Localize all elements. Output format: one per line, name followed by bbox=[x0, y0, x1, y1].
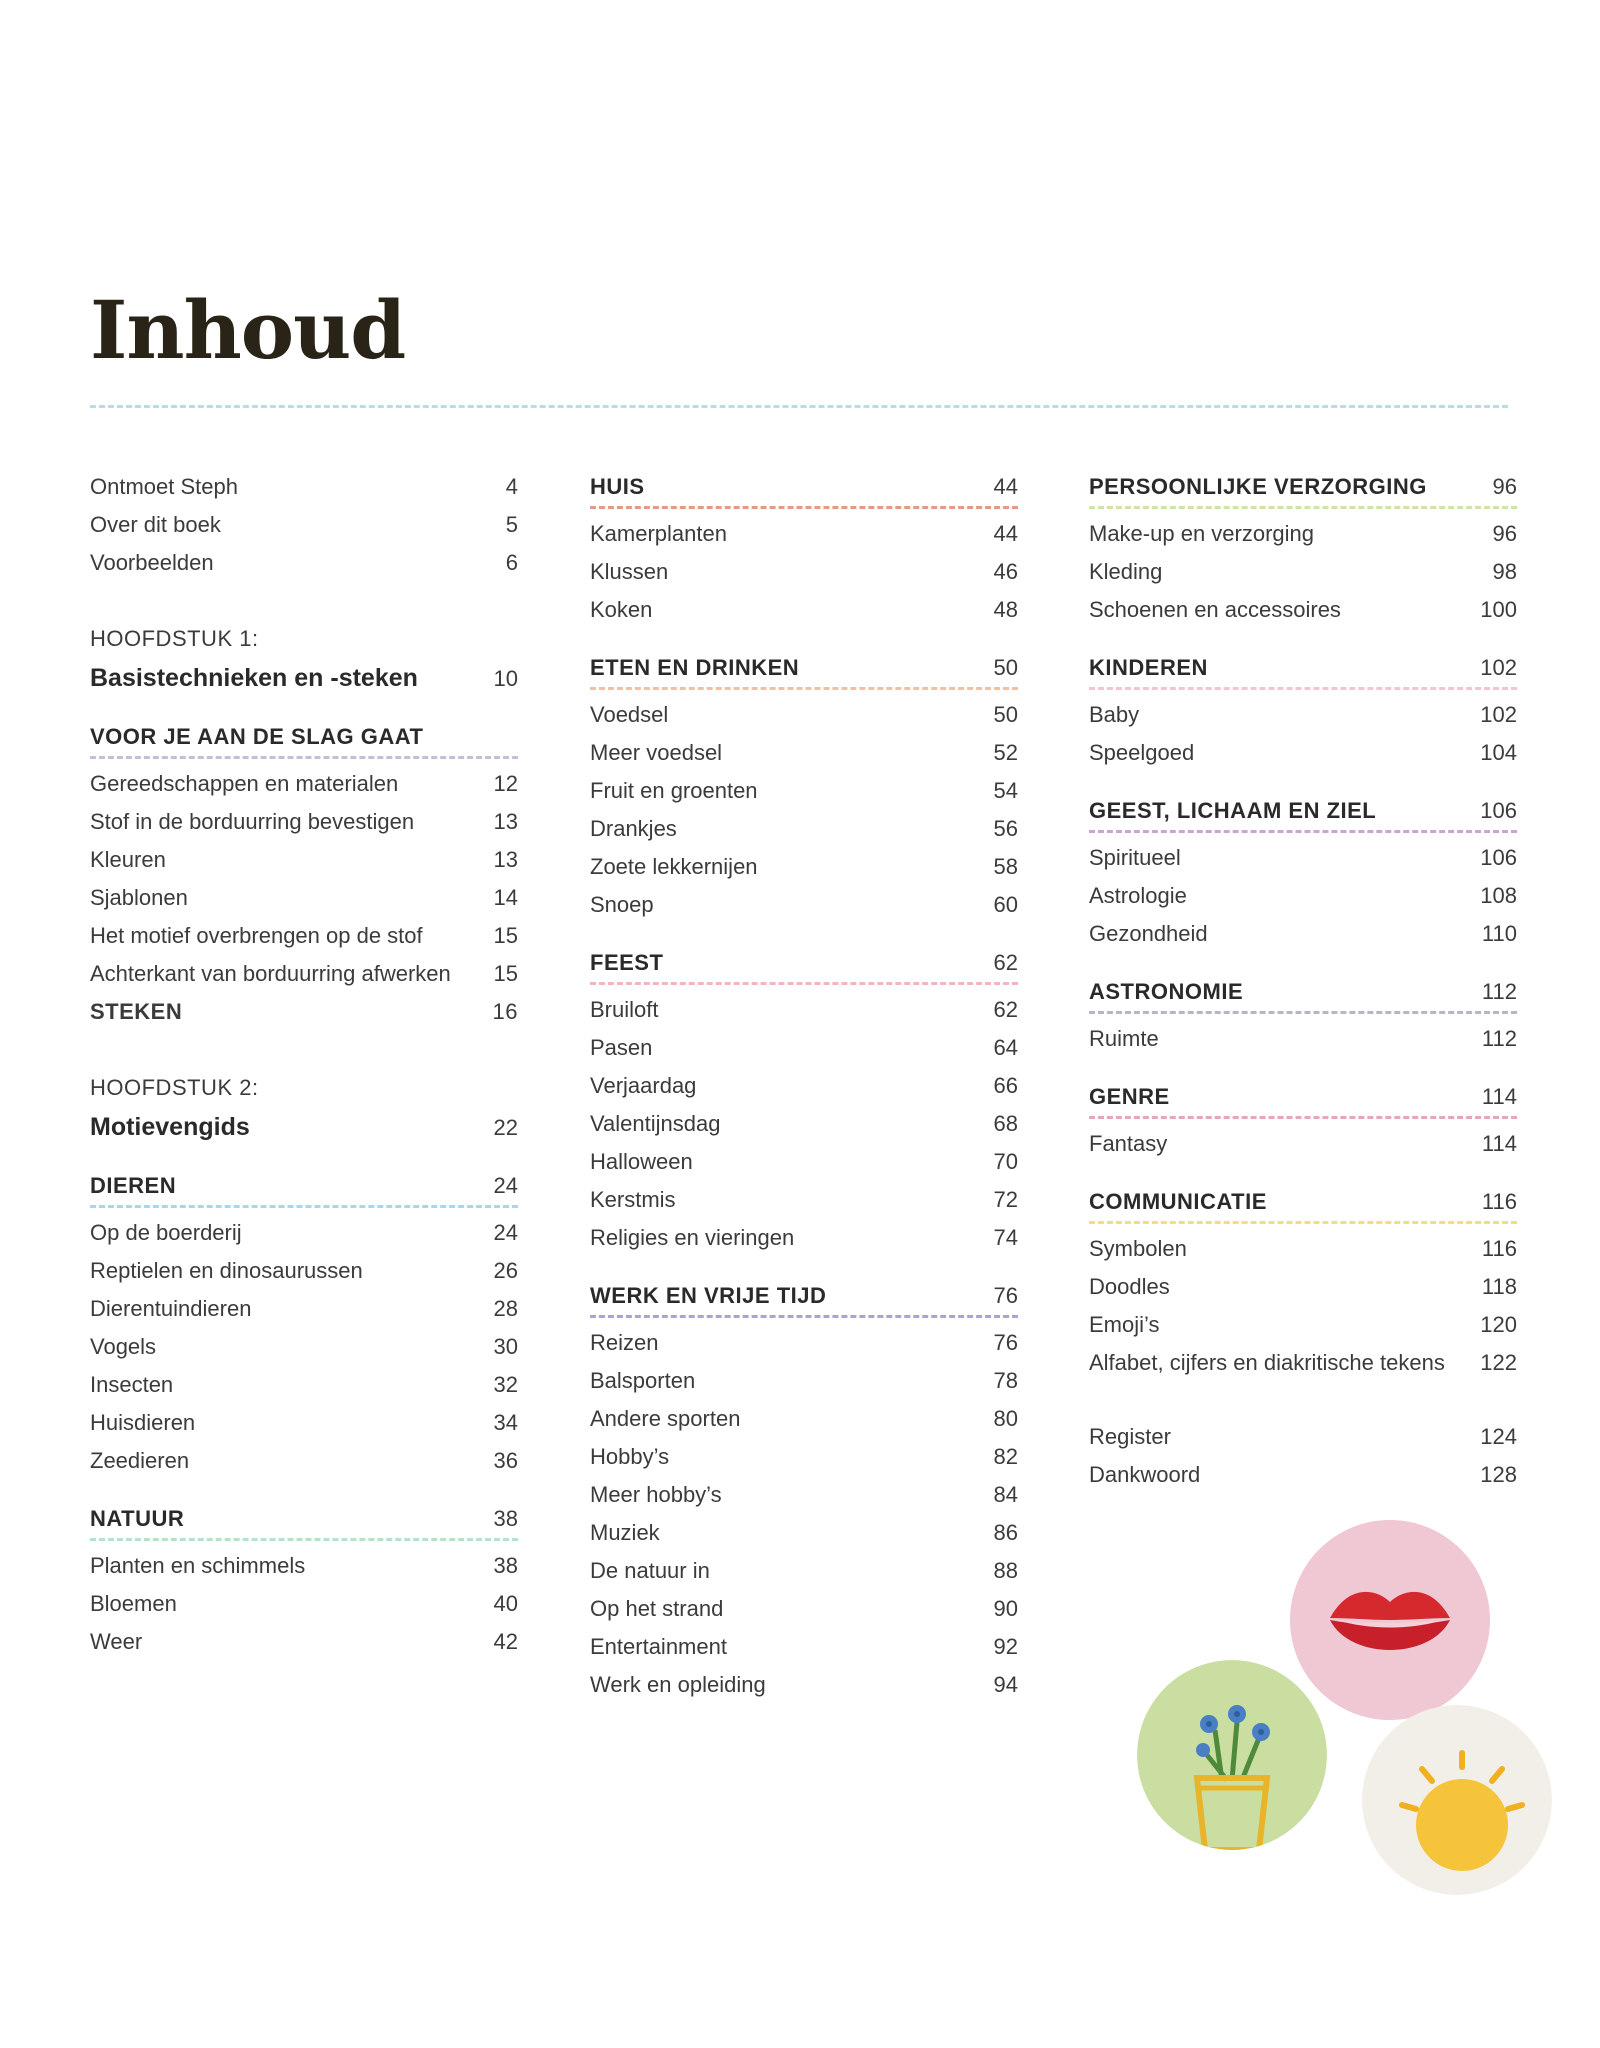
section-heading-communicatie[interactable]: COMMUNICATIE 116 bbox=[1089, 1183, 1517, 1224]
toc-entry[interactable]: Fruit en groenten 54 bbox=[590, 778, 1018, 803]
section-heading-genre[interactable]: GENRE 114 bbox=[1089, 1078, 1517, 1119]
section-heading-persoonlijk[interactable]: PERSOONLIJKE VERZORGING 96 bbox=[1089, 468, 1517, 509]
toc-entry[interactable]: Insecten 32 bbox=[90, 1372, 518, 1397]
toc-entry[interactable]: Zoete lekkernijen 58 bbox=[590, 854, 1018, 879]
section-heading-kinderen[interactable]: KINDEREN 102 bbox=[1089, 649, 1517, 690]
toc-entry[interactable]: Reptielen en dinosaurussen 26 bbox=[90, 1258, 518, 1283]
toc-entry[interactable]: Koken 48 bbox=[590, 597, 1018, 622]
toc-entry[interactable]: Meer voedsel 52 bbox=[590, 740, 1018, 765]
toc-entry[interactable]: Halloween 70 bbox=[590, 1149, 1018, 1174]
toc-entry[interactable]: Drankjes 56 bbox=[590, 816, 1018, 841]
toc-entry[interactable]: Emoji’s 120 bbox=[1089, 1312, 1517, 1337]
toc-entry[interactable]: Over dit boek 5 bbox=[90, 512, 518, 537]
toc-entry[interactable]: Andere sporten 80 bbox=[590, 1406, 1018, 1431]
toc-entry[interactable]: Kerstmis 72 bbox=[590, 1187, 1018, 1212]
toc-entry[interactable]: Valentijnsdag 68 bbox=[590, 1111, 1018, 1136]
toc-entry[interactable]: Fantasy 114 bbox=[1089, 1131, 1517, 1156]
toc-entry[interactable]: Planten en schimmels 38 bbox=[90, 1553, 518, 1578]
toc-entry[interactable]: Bloemen 40 bbox=[90, 1591, 518, 1616]
toc-entry[interactable]: Dierentuindieren 28 bbox=[90, 1296, 518, 1321]
toc-entry[interactable]: Alfabet, cijfers en diakritische tekens 122 bbox=[1089, 1350, 1517, 1375]
toc-entry[interactable]: Pasen 64 bbox=[590, 1035, 1018, 1060]
toc-entry[interactable]: Verjaardag 66 bbox=[590, 1073, 1018, 1098]
toc-entry-dankwoord[interactable]: Dankwoord 128 bbox=[1089, 1462, 1517, 1487]
toc-entry[interactable]: Balsporten 78 bbox=[590, 1368, 1018, 1393]
toc-entry[interactable]: Astrologie 108 bbox=[1089, 883, 1517, 908]
toc-entry[interactable]: Voedsel 50 bbox=[590, 702, 1018, 727]
toc-entry[interactable]: Bruiloft 62 bbox=[590, 997, 1018, 1022]
toc-entry[interactable]: Make-up en verzorging 96 bbox=[1089, 521, 1517, 546]
toc-entry[interactable]: Huisdieren 34 bbox=[90, 1410, 518, 1435]
section-heading-natuur[interactable]: NATUUR 38 bbox=[90, 1500, 518, 1541]
toc-entry[interactable]: Kamerplanten 44 bbox=[590, 521, 1018, 546]
toc-entry-register[interactable]: Register 124 bbox=[1089, 1424, 1517, 1449]
toc-entry[interactable]: Snoep 60 bbox=[590, 892, 1018, 917]
section-heading-eten[interactable]: ETEN EN DRINKEN 50 bbox=[590, 649, 1018, 690]
toc-entry[interactable]: Doodles 118 bbox=[1089, 1274, 1517, 1299]
toc-entry[interactable]: Op de boerderij 24 bbox=[90, 1220, 518, 1245]
toc-entry[interactable]: Reizen 76 bbox=[590, 1330, 1018, 1355]
section-heading-feest[interactable]: FEEST 62 bbox=[590, 944, 1018, 985]
chapter-2-title[interactable]: Motievengids 22 bbox=[90, 1113, 518, 1141]
toc-entry[interactable]: Entertainment 92 bbox=[590, 1634, 1018, 1659]
chapter-2-label: HOOFDSTUK 2: bbox=[90, 1075, 259, 1100]
toc-entry[interactable]: Hobby’s 82 bbox=[590, 1444, 1018, 1469]
toc-entry[interactable]: Baby 102 bbox=[1089, 702, 1517, 727]
toc-entry[interactable]: Symbolen 116 bbox=[1089, 1236, 1517, 1261]
toc-column-2 bbox=[590, 468, 1018, 1704]
toc-entry-steken[interactable]: STEKEN 16 bbox=[90, 999, 518, 1024]
toc-entry[interactable]: Muziek 86 bbox=[590, 1520, 1018, 1545]
toc-column-1 bbox=[90, 468, 518, 1661]
toc-entry[interactable]: Ontmoet Steph 4 bbox=[90, 474, 518, 499]
toc-entry[interactable]: Gereedschappen en materialen 12 bbox=[90, 771, 518, 796]
toc-entry[interactable]: Speelgoed 104 bbox=[1089, 740, 1517, 765]
toc-entry[interactable]: Stof in de borduurring bevestigen 13 bbox=[90, 809, 518, 834]
page-title: Inhoud bbox=[90, 283, 406, 377]
toc-entry[interactable]: Spiritueel 106 bbox=[1089, 845, 1517, 870]
embroidered-lips-icon bbox=[1290, 1520, 1490, 1720]
embroidered-flowerpot-icon bbox=[1137, 1660, 1327, 1850]
section-heading-huis[interactable]: HUIS 44 bbox=[590, 468, 1018, 509]
section-heading-werk[interactable]: WERK EN VRIJE TIJD 76 bbox=[590, 1277, 1018, 1318]
toc-entry[interactable]: Religies en vieringen 74 bbox=[590, 1225, 1018, 1250]
toc-entry[interactable]: Kleuren 13 bbox=[90, 847, 518, 872]
toc-entry[interactable]: Meer hobby’s 84 bbox=[590, 1482, 1018, 1507]
toc-column-3 bbox=[1089, 468, 1517, 1494]
toc-entry[interactable]: Gezondheid 110 bbox=[1089, 921, 1517, 946]
section-heading-geest[interactable]: GEEST, LICHAAM EN ZIEL 106 bbox=[1089, 792, 1517, 833]
toc-entry[interactable]: De natuur in 88 bbox=[590, 1558, 1018, 1583]
toc-entry[interactable]: Schoenen en accessoires 100 bbox=[1089, 597, 1517, 622]
toc-entry[interactable]: Klussen 46 bbox=[590, 559, 1018, 584]
toc-entry[interactable]: Zeedieren 36 bbox=[90, 1448, 518, 1473]
chapter-1-title[interactable]: Basistechnieken en -steken 10 bbox=[90, 664, 518, 692]
toc-entry[interactable]: Werk en opleiding 94 bbox=[590, 1672, 1018, 1697]
section-heading-voor[interactable]: VOOR JE AAN DE SLAG GAAT bbox=[90, 718, 518, 759]
toc-entry[interactable]: Ruimte 112 bbox=[1089, 1026, 1517, 1051]
toc-entry[interactable]: Voorbeelden 6 bbox=[90, 550, 518, 575]
title-divider bbox=[90, 405, 1508, 408]
toc-entry[interactable]: Het motief overbrengen op de stof 15 bbox=[90, 923, 518, 948]
section-heading-astronomie[interactable]: ASTRONOMIE 112 bbox=[1089, 973, 1517, 1014]
toc-entry[interactable]: Sjablonen 14 bbox=[90, 885, 518, 910]
toc-entry[interactable]: Weer 42 bbox=[90, 1629, 518, 1654]
toc-entry[interactable]: Op het strand 90 bbox=[590, 1596, 1018, 1621]
chapter-1-label: HOOFDSTUK 1: bbox=[90, 626, 259, 651]
toc-entry[interactable]: Kleding 98 bbox=[1089, 559, 1517, 584]
toc-entry[interactable]: Vogels 30 bbox=[90, 1334, 518, 1359]
toc-entry[interactable]: Achterkant van borduurring afwerken 15 bbox=[90, 961, 518, 986]
embroidered-sun-icon bbox=[1362, 1705, 1552, 1895]
section-heading-dieren[interactable]: DIEREN 24 bbox=[90, 1167, 518, 1208]
